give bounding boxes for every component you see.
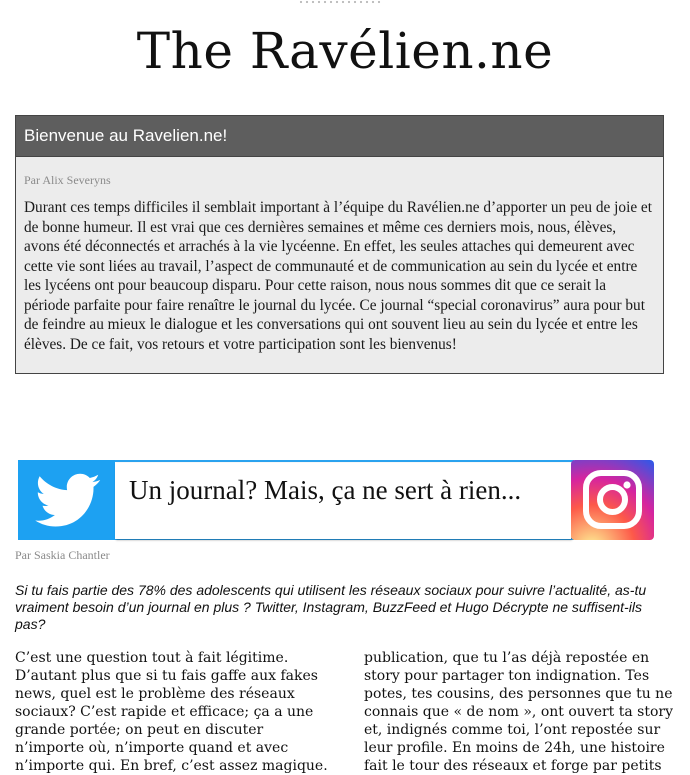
column-line: et, indignés comme toi, l’ont repostée sur	[364, 722, 661, 738]
top-dots-decoration	[298, 0, 382, 4]
article-title: Un journal? Mais, ça ne sert à rien...	[129, 475, 522, 505]
column-line: fait le tour des réseaux et forge par petits	[364, 758, 662, 774]
article-column-left	[15, 649, 328, 775]
column-line: story pour partager ton indignation. Tes	[364, 668, 650, 684]
column-line: grande portée; on peut en discuter	[15, 722, 264, 738]
column-line: connais que « de nom », ont ouvert ta story	[364, 704, 674, 720]
column-line: D’autant plus que si tu fais gaffe aux fakes	[15, 668, 318, 684]
instagram-icon	[571, 460, 654, 540]
article-lede: Si tu fais partie des 78% des adolescents qui utilisent les réseaux sociaux pour suivre l’actualité, as-tu vraiment besoin d’un journal en plus ? Twitter, Instagram, BuzzFeed et Hugo Décrypte ne suffisent-ils pas?	[15, 582, 647, 632]
article-byline: Par Saskia Chantler	[15, 548, 110, 562]
column-line: sociaux? C’est rapide et efficace; ça a une	[15, 704, 314, 720]
column-line: news, quel est le problème des réseaux	[15, 686, 295, 702]
welcome-body: Durant ces temps difficiles il semblait important à l’équipe du Ravélien.ne d’apporter un peu de joie et de bonne humeur. Il est vrai que ces dernières semaines et même ces derniers mois, nous, élèves, avons été déconnectés et arrachés à la vie lycéenne. En effet, les seules attaches qui demeurent avec cette vie sont liées au travail, l’aspect de communauté et de communication au sein du lycée et entre les lycéens ont pour beaucoup disparu. Pour cette raison, nous nous sommes dit que ce serait la période parfaite pour faire renaître le journal du lycée. Ce journal “special coronavirus” aura pour but de feindre au mieux le dialogue et les conversations qui ont souvent lieu au sein du lycée et entre les élèves. De ce fait, vos retours et votre participation sont les bienvenus!	[24, 199, 652, 353]
article-banner	[18, 460, 654, 540]
banner-title-box	[115, 463, 571, 539]
twitter-bird-icon	[18, 460, 115, 540]
welcome-byline: Par Alix Severyns	[24, 173, 111, 187]
column-line: n’importe où, n’importe quand et avec	[15, 740, 289, 756]
column-line: n’importe qui. En bref, c’est assez magique.	[15, 758, 328, 774]
column-line: potes, tes cousins, des personnes que tu ne	[364, 686, 673, 702]
column-line: C’est une question tout à fait légitime.	[15, 650, 289, 666]
column-line: leur profile. En moins de 24h, une histoire	[364, 740, 665, 756]
welcome-article	[15, 115, 664, 374]
welcome-heading: Bienvenue au Ravelien.ne!	[16, 116, 663, 157]
masthead-title: The Ravélien.ne	[136, 22, 554, 80]
article-column-right	[364, 649, 674, 775]
column-line: publication, que tu l’as déjà repostée en	[364, 650, 650, 666]
